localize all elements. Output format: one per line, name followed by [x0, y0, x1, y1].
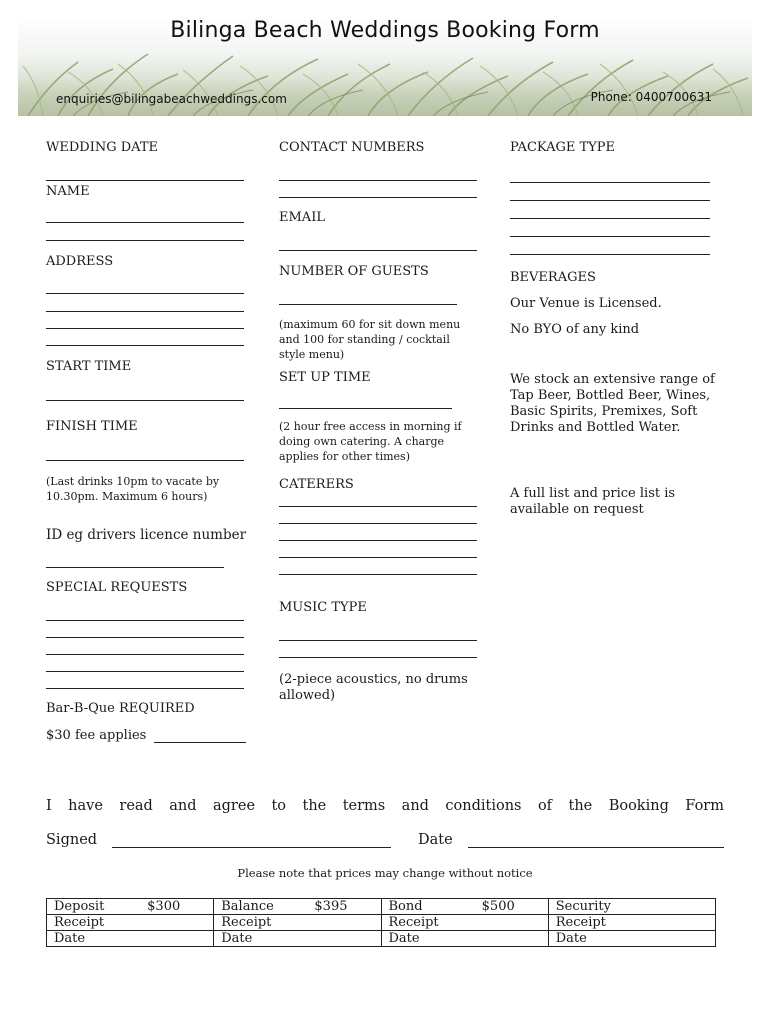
special-requests-field[interactable]: [46, 688, 244, 689]
header-banner: [18, 14, 752, 116]
caterers-field[interactable]: [279, 523, 477, 524]
security-receipt-cell[interactable]: Receipt: [548, 915, 715, 931]
contact-numbers-field[interactable]: [279, 197, 477, 198]
caterers-label: CATERERS: [279, 477, 354, 492]
caterers-field[interactable]: [279, 506, 477, 507]
finish-time-field[interactable]: [46, 460, 244, 461]
deposit-date-cell[interactable]: Date: [47, 931, 214, 947]
id-licence-label: ID eg drivers licence number: [46, 527, 247, 543]
guests-label: NUMBER OF GUESTS: [279, 264, 429, 279]
id-licence-field[interactable]: [46, 567, 224, 568]
finish-time-note: (Last drinks 10pm to vacate by 10.30pm. Maximum 6 hours): [46, 475, 220, 503]
address-label: ADDRESS: [46, 254, 114, 269]
address-field[interactable]: [46, 311, 244, 312]
music-type-note: (2-piece acoustics, no drums allowed): [279, 672, 468, 703]
bbq-fee-label: $30 fee applies: [46, 728, 147, 743]
beverages-label: BEVERAGES: [510, 270, 596, 285]
full-list-text: A full list and price list is available on request: [510, 486, 676, 517]
setup-time-note: (2 hour free access in morning if doing own catering. A charge applies for other times): [279, 420, 462, 463]
stock-text: We stock an extensive range of Tap Beer, Bottled Beer, Wines, Basic Spirits, Premixes, Soft Drinks and Bottled Water.: [510, 372, 715, 435]
wedding-date-field[interactable]: [46, 180, 244, 181]
balance-date-cell[interactable]: Date: [214, 931, 381, 947]
package-type-field[interactable]: [510, 218, 710, 219]
start-time-field[interactable]: [46, 400, 244, 401]
start-time-label: START TIME: [46, 359, 132, 374]
table-row: [47, 931, 716, 947]
price-notice: Please note that prices may change without notice: [237, 866, 533, 880]
name-label: NAME: [46, 184, 90, 199]
guests-note: (maximum 60 for sit down menu and 100 for standing / cocktail style menu): [279, 318, 461, 361]
email-field[interactable]: [279, 250, 477, 251]
licensed-text: Our Venue is Licensed.: [510, 296, 662, 311]
balance-label: Balance: [221, 899, 274, 914]
caterers-field[interactable]: [279, 557, 477, 558]
guests-field[interactable]: [279, 304, 457, 305]
contact-email: enquiries@bilingabeachweddings.com: [56, 92, 287, 106]
balance-amount: $395: [314, 899, 348, 914]
package-type-field[interactable]: [510, 200, 710, 201]
address-field[interactable]: [46, 345, 244, 346]
setup-time-field[interactable]: [279, 408, 452, 409]
special-requests-field[interactable]: [46, 637, 244, 638]
bond-label: Bond: [388, 899, 423, 914]
table-row: [47, 899, 716, 915]
table-row: [47, 915, 716, 931]
address-field[interactable]: [46, 328, 244, 329]
bbq-label: Bar-B-Que REQUIRED: [46, 701, 195, 716]
bond-cell[interactable]: [381, 899, 548, 915]
security-cell[interactable]: [548, 899, 715, 915]
signed-label: Signed: [46, 832, 98, 848]
contact-numbers-field[interactable]: [279, 180, 477, 181]
no-byo-text: No BYO of any kind: [510, 322, 640, 337]
finish-time-label: FINISH TIME: [46, 419, 138, 434]
package-type-field[interactable]: [510, 236, 710, 237]
security-label: Security: [555, 899, 611, 914]
sign-date-field[interactable]: [468, 847, 724, 848]
music-type-field[interactable]: [279, 640, 477, 641]
package-type-field[interactable]: [510, 254, 710, 255]
special-requests-field[interactable]: [46, 620, 244, 621]
balance-receipt-cell[interactable]: Receipt: [214, 915, 381, 931]
payments-table: [46, 898, 716, 947]
special-requests-label: SPECIAL REQUESTS: [46, 580, 188, 595]
deposit-label: Deposit: [54, 899, 105, 914]
special-requests-field[interactable]: [46, 671, 244, 672]
form-title: Bilinga Beach Weddings Booking Form: [170, 18, 600, 43]
special-requests-field[interactable]: [46, 654, 244, 655]
contact-numbers-label: CONTACT NUMBERS: [279, 140, 425, 155]
bond-amount: $500: [481, 899, 515, 914]
package-type-field[interactable]: [510, 182, 710, 183]
sign-date-label: Date: [418, 832, 453, 848]
agreement-statement: I have read and agree to the terms and conditions of the Booking Form: [46, 798, 724, 814]
bond-receipt-cell[interactable]: Receipt: [381, 915, 548, 931]
name-field[interactable]: [46, 240, 244, 241]
caterers-field[interactable]: [279, 540, 477, 541]
package-type-label: PACKAGE TYPE: [510, 140, 615, 155]
deposit-receipt-cell[interactable]: Receipt: [47, 915, 214, 931]
caterers-field[interactable]: [279, 574, 477, 575]
music-type-label: MUSIC TYPE: [279, 600, 367, 615]
balance-cell[interactable]: [214, 899, 381, 915]
signature-field[interactable]: [112, 847, 391, 848]
contact-phone: Phone: 0400700631: [590, 90, 712, 104]
deposit-cell[interactable]: [47, 899, 214, 915]
deposit-amount: $300: [147, 899, 181, 914]
music-type-field[interactable]: [279, 657, 477, 658]
address-field[interactable]: [46, 293, 244, 294]
bond-date-cell[interactable]: Date: [381, 931, 548, 947]
wedding-date-label: WEDDING DATE: [46, 140, 158, 155]
email-label: EMAIL: [279, 210, 325, 225]
name-field[interactable]: [46, 222, 244, 223]
setup-time-label: SET UP TIME: [279, 370, 371, 385]
bbq-fee-field[interactable]: [154, 742, 246, 743]
security-date-cell[interactable]: Date: [548, 931, 715, 947]
